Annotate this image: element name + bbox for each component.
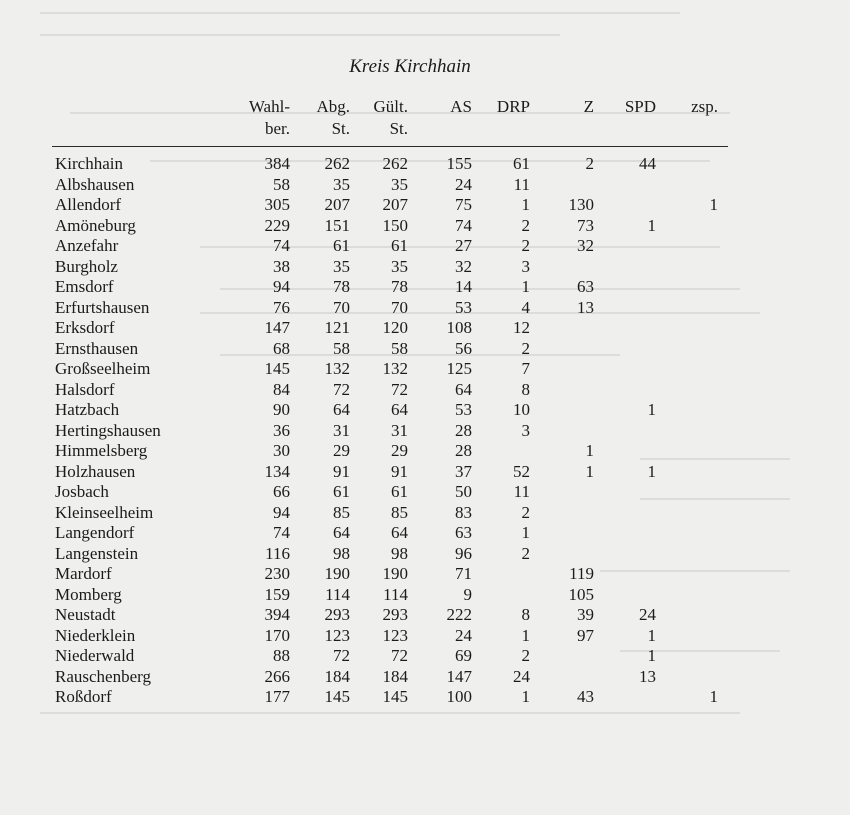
cell-abgegebene: 121: [324, 318, 350, 337]
cell-wahlberechtigte: 84: [273, 379, 290, 399]
cell-drp: 2: [521, 646, 530, 665]
cell-wahlberechtigte: 94: [273, 502, 290, 522]
cell-wahlberechtigte: 68: [273, 338, 290, 358]
cell-as: 83: [455, 502, 472, 522]
cell-abgegebene: 190: [324, 564, 350, 583]
table-row: [0, 462, 850, 483]
cell-gueltige: 31: [391, 420, 408, 440]
table-row: [0, 482, 850, 503]
cell-drp: 10: [513, 400, 530, 419]
cell-as: 27: [455, 236, 472, 255]
table-row: [0, 687, 850, 708]
cell-abgegebene: 91: [333, 461, 350, 481]
table-row: [0, 605, 850, 626]
municipality-name: Langendorf: [55, 523, 135, 542]
cell-wahlberechtigte: 145: [264, 359, 290, 378]
header-gueltige-stimmen: Gült. St.: [373, 97, 408, 138]
cell-as: 9: [463, 584, 472, 604]
cell-as: 63: [455, 523, 472, 542]
cell-drp: 3: [521, 420, 530, 440]
cell-abgegebene: 293: [324, 605, 350, 624]
cell-drp: 2: [521, 543, 530, 563]
cell-abgegebene: 70: [333, 297, 350, 317]
cell-wahlberechtigte: 394: [264, 605, 290, 624]
municipality-name: Neustadt: [55, 605, 116, 624]
cell-z: 73: [577, 215, 594, 235]
header-as: AS: [450, 97, 472, 116]
table-row: [0, 380, 850, 401]
cell-drp: 1: [521, 687, 530, 706]
cell-z: 32: [577, 236, 594, 255]
municipality-name: Anzefahr: [55, 236, 119, 255]
cell-spd: 1: [647, 646, 656, 665]
cell-z: 43: [577, 687, 594, 706]
cell-wahlberechtigte: 76: [273, 297, 290, 317]
cell-as: 75: [455, 195, 472, 214]
cell-zsp: 1: [709, 195, 718, 214]
municipality-name: Kirchhain: [55, 154, 123, 173]
cell-wahlberechtigte: 134: [264, 461, 290, 481]
cell-as: 71: [455, 564, 472, 583]
cell-zsp: 1: [709, 687, 718, 706]
cell-gueltige: 78: [391, 277, 408, 296]
cell-z: 1: [585, 441, 594, 460]
cell-spd: 1: [647, 625, 656, 645]
municipality-name: Rauschenberg: [55, 666, 151, 686]
municipality-name: Erksdorf: [55, 318, 115, 337]
table-row: [0, 441, 850, 462]
cell-abgegebene: 184: [324, 666, 350, 686]
cell-spd: 44: [639, 154, 656, 173]
cell-gueltige: 61: [391, 482, 408, 501]
table-row: [0, 667, 850, 688]
table-row: [0, 298, 850, 319]
cell-wahlberechtigte: 147: [264, 318, 290, 337]
cell-wahlberechtigte: 170: [264, 625, 290, 645]
cell-gueltige: 293: [382, 605, 408, 624]
cell-wahlberechtigte: 229: [264, 215, 290, 235]
cell-abgegebene: 35: [333, 174, 350, 194]
header-z: Z: [583, 97, 594, 116]
municipality-name: Niederwald: [55, 646, 135, 665]
cell-abgegebene: 85: [333, 502, 350, 522]
cell-as: 37: [455, 461, 472, 481]
cell-abgegebene: 58: [333, 338, 350, 358]
municipality-name: Ernsthausen: [55, 338, 139, 358]
cell-as: 155: [446, 154, 472, 173]
municipality-name: Emsdorf: [55, 277, 114, 296]
cell-as: 64: [455, 379, 472, 399]
table-row: [0, 646, 850, 667]
cell-as: 28: [455, 420, 472, 440]
cell-abgegebene: 35: [333, 256, 350, 276]
results-table: [0, 154, 850, 708]
municipality-name: Erfurtshausen: [55, 297, 150, 317]
cell-wahlberechtigte: 230: [264, 564, 290, 583]
table-row: [0, 277, 850, 298]
cell-as: 32: [455, 256, 472, 276]
cell-gueltige: 35: [391, 256, 408, 276]
cell-z: 97: [577, 625, 594, 645]
cell-wahlberechtigte: 88: [273, 646, 290, 665]
cell-wahlberechtigte: 266: [264, 666, 290, 686]
cell-z: 119: [569, 564, 594, 583]
cell-wahlberechtigte: 94: [273, 277, 290, 296]
cell-z: 13: [577, 297, 594, 317]
municipality-name: Halsdorf: [55, 379, 115, 399]
cell-abgegebene: 72: [333, 646, 350, 665]
cell-drp: 8: [521, 605, 530, 624]
municipality-name: Himmelsberg: [55, 441, 148, 460]
cell-wahlberechtigte: 74: [273, 523, 290, 542]
cell-as: 100: [446, 687, 472, 706]
cell-drp: 11: [513, 482, 530, 501]
cell-abgegebene: 98: [333, 543, 350, 563]
header-spd: SPD: [624, 97, 656, 116]
municipality-name: Kleinseelheim: [55, 502, 154, 522]
cell-gueltige: 70: [391, 297, 408, 317]
cell-abgegebene: 123: [324, 625, 350, 645]
cell-drp: 2: [521, 215, 530, 235]
cell-z: 63: [577, 277, 594, 296]
page-title: Kreis Kirchhain: [349, 56, 471, 77]
cell-wahlberechtigte: 384: [264, 154, 290, 173]
municipality-name: Hertingshausen: [55, 420, 161, 440]
cell-as: 108: [446, 318, 472, 337]
cell-as: 125: [446, 359, 472, 378]
cell-as: 14: [455, 277, 472, 296]
cell-z: 130: [568, 195, 594, 214]
cell-gueltige: 190: [382, 564, 408, 583]
cell-gueltige: 91: [391, 461, 408, 481]
cell-abgegebene: 31: [333, 420, 350, 440]
cell-gueltige: 64: [391, 523, 408, 542]
cell-drp: 12: [513, 318, 530, 337]
cell-drp: 61: [513, 154, 530, 173]
cell-z: 39: [577, 605, 594, 624]
table-row: [0, 544, 850, 565]
table-row: [0, 523, 850, 544]
table-row: [0, 216, 850, 237]
municipality-name: Momberg: [55, 584, 122, 604]
cell-gueltige: 61: [391, 236, 408, 255]
cell-abgegebene: 207: [324, 195, 350, 214]
cell-spd: 1: [647, 400, 656, 419]
header-zsp: zsp.: [691, 97, 718, 116]
header-drp: DRP: [496, 97, 530, 116]
cell-drp: 7: [521, 359, 530, 378]
table-row: [0, 626, 850, 647]
municipality-name: Holzhausen: [55, 461, 136, 481]
table-row: [0, 318, 850, 339]
municipality-name: Großseelheim: [55, 359, 151, 378]
cell-as: 222: [446, 605, 472, 624]
cell-as: 56: [455, 338, 472, 358]
cell-drp: 11: [513, 174, 530, 194]
table-row: [0, 359, 850, 380]
cell-gueltige: 58: [391, 338, 408, 358]
cell-gueltige: 35: [391, 174, 408, 194]
cell-wahlberechtigte: 90: [273, 400, 290, 419]
cell-abgegebene: 151: [324, 215, 350, 235]
cell-as: 24: [455, 625, 472, 645]
cell-as: 69: [455, 646, 472, 665]
cell-abgegebene: 262: [324, 154, 350, 173]
cell-drp: 3: [521, 256, 530, 276]
cell-wahlberechtigte: 305: [264, 195, 290, 214]
cell-gueltige: 150: [382, 215, 408, 235]
municipality-name: Mardorf: [55, 564, 112, 583]
cell-abgegebene: 29: [333, 441, 350, 460]
cell-as: 50: [455, 482, 472, 501]
table-row: [0, 257, 850, 278]
cell-abgegebene: 61: [333, 482, 350, 501]
municipality-name: Roßdorf: [55, 687, 112, 706]
cell-spd: 24: [639, 605, 656, 624]
cell-gueltige: 132: [382, 359, 408, 378]
cell-wahlberechtigte: 38: [273, 256, 290, 276]
cell-gueltige: 114: [383, 584, 408, 604]
cell-wahlberechtigte: 66: [273, 482, 290, 501]
cell-drp: 4: [521, 297, 530, 317]
cell-drp: 52: [513, 461, 530, 481]
cell-drp: 1: [521, 625, 530, 645]
header-abgegebene-stimmen: Abg. St.: [316, 97, 350, 138]
table-row: [0, 195, 850, 216]
header-rule: [52, 146, 728, 147]
cell-wahlberechtigte: 74: [273, 236, 290, 255]
municipality-name: Langenstein: [55, 543, 139, 563]
cell-z: 105: [568, 584, 594, 604]
cell-gueltige: 29: [391, 441, 408, 460]
cell-drp: 2: [521, 338, 530, 358]
cell-drp: 24: [513, 666, 530, 686]
municipality-name: Josbach: [55, 482, 109, 501]
cell-drp: 1: [521, 523, 530, 542]
cell-wahlberechtigte: 58: [273, 174, 290, 194]
cell-gueltige: 85: [391, 502, 408, 522]
municipality-name: Niederklein: [55, 625, 136, 645]
cell-abgegebene: 64: [333, 523, 350, 542]
cell-drp: 2: [521, 236, 530, 255]
cell-as: 53: [455, 297, 472, 317]
cell-as: 24: [455, 174, 472, 194]
cell-gueltige: 64: [391, 400, 408, 419]
cell-abgegebene: 61: [333, 236, 350, 255]
cell-gueltige: 123: [382, 625, 408, 645]
municipality-name: Burgholz: [55, 256, 118, 276]
header-wahlberechtigte: Wahl- ber.: [248, 97, 290, 138]
cell-as: 74: [455, 215, 472, 235]
cell-drp: 1: [521, 277, 530, 296]
cell-abgegebene: 72: [333, 379, 350, 399]
cell-gueltige: 72: [391, 379, 408, 399]
table-row: [0, 503, 850, 524]
cell-drp: 8: [521, 379, 530, 399]
cell-z: 2: [585, 154, 594, 173]
table-row: [0, 175, 850, 196]
cell-abgegebene: 114: [325, 584, 350, 604]
municipality-name: Amöneburg: [55, 215, 136, 235]
cell-gueltige: 72: [391, 646, 408, 665]
cell-as: 96: [455, 543, 472, 563]
table-row: [0, 421, 850, 442]
cell-as: 28: [455, 441, 472, 460]
cell-abgegebene: 78: [333, 277, 350, 296]
table-row: [0, 564, 850, 585]
table-row: [0, 154, 850, 175]
cell-abgegebene: 145: [324, 687, 350, 706]
cell-wahlberechtigte: 36: [273, 420, 290, 440]
cell-abgegebene: 132: [324, 359, 350, 378]
cell-wahlberechtigte: 159: [264, 584, 290, 604]
cell-wahlberechtigte: 116: [265, 543, 290, 563]
table-row: [0, 400, 850, 421]
cell-drp: 1: [521, 195, 530, 214]
cell-spd: 1: [647, 461, 656, 481]
cell-wahlberechtigte: 177: [264, 687, 290, 706]
municipality-name: Allendorf: [55, 195, 122, 214]
table-row: [0, 236, 850, 257]
cell-spd: 1: [647, 215, 656, 235]
cell-z: 1: [585, 461, 594, 481]
cell-gueltige: 207: [382, 195, 408, 214]
cell-gueltige: 262: [382, 154, 408, 173]
table-row: [0, 339, 850, 360]
cell-gueltige: 145: [382, 687, 408, 706]
table-row: [0, 585, 850, 606]
cell-drp: 2: [521, 502, 530, 522]
cell-gueltige: 184: [382, 666, 408, 686]
cell-gueltige: 98: [391, 543, 408, 563]
cell-wahlberechtigte: 30: [273, 441, 290, 460]
municipality-name: Hatzbach: [55, 400, 120, 419]
cell-abgegebene: 64: [333, 400, 350, 419]
cell-as: 147: [446, 666, 472, 686]
cell-gueltige: 120: [382, 318, 408, 337]
municipality-name: Albshausen: [55, 174, 135, 194]
cell-spd: 13: [639, 666, 656, 686]
cell-as: 53: [455, 400, 472, 419]
